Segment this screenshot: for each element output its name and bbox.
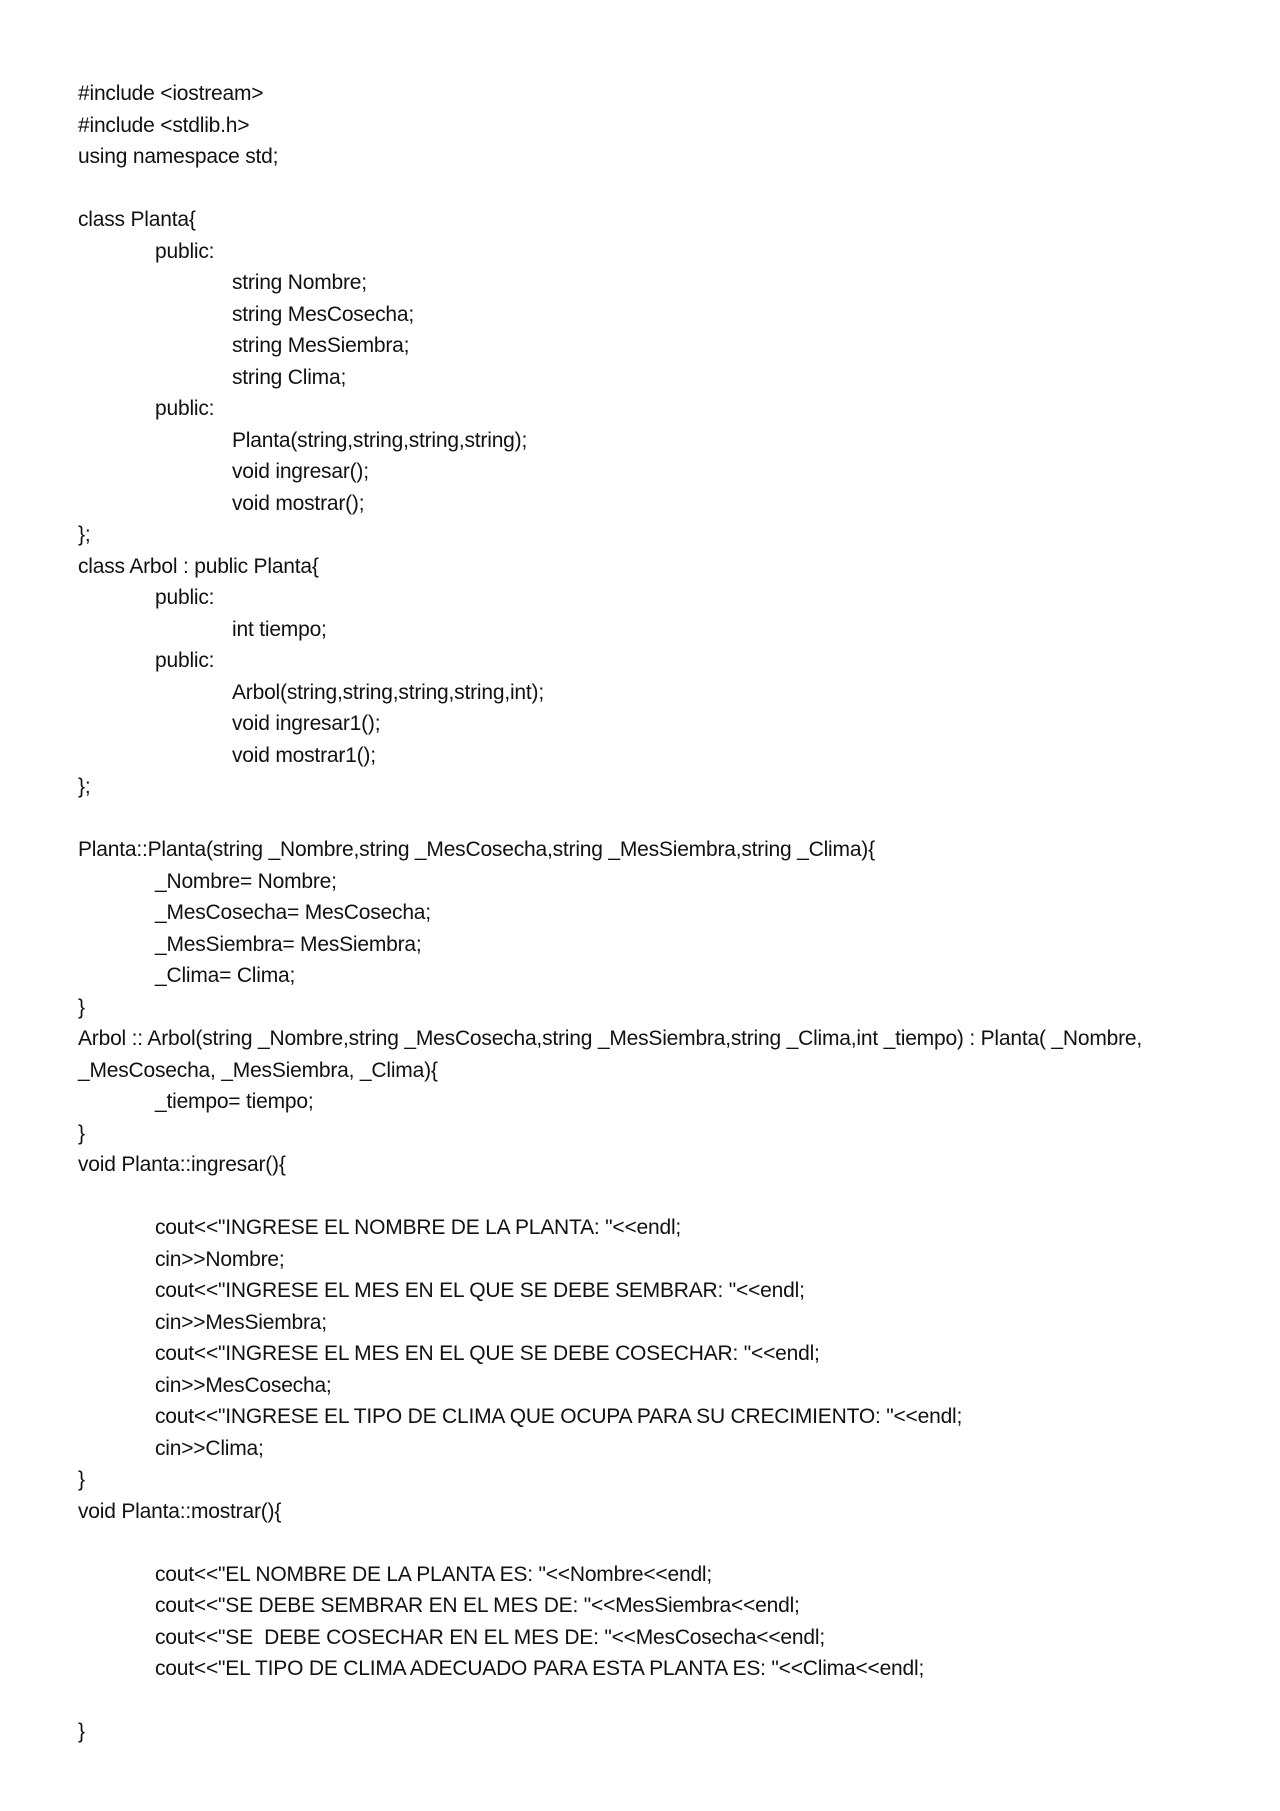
code-line: _MesCosecha= MesCosecha; [155, 901, 431, 924]
code-listing [78, 78, 1240, 1748]
code-line: cout<<"SE DEBE SEMBRAR EN EL MES DE: "<<MesSiembra<<endl; [155, 1594, 800, 1617]
code-line: class Planta{ [78, 208, 196, 231]
code-line: cin>>MesSiembra; [155, 1310, 327, 1334]
code-line: Arbol :: Arbol(string _Nombre,string _MesCosecha,string _MesSiembra,string _Clima,int _tiempo) : Planta( _Nombre, [78, 1027, 1142, 1050]
code-line: void Planta::ingresar(){ [78, 1153, 286, 1176]
code-line: #include <stdlib.h> [78, 113, 250, 137]
code-line: _MesCosecha, _MesSiembra, _Clima){ [78, 1058, 438, 1082]
code-line: } [78, 1720, 85, 1743]
code-line: void ingresar(); [232, 460, 369, 483]
code-line: _MesSiembra= MesSiembra; [155, 932, 422, 956]
code-line: cin>>Nombre; [155, 1247, 285, 1271]
blank-line [78, 803, 1240, 835]
code-line: } [78, 1468, 85, 1491]
blank-line [78, 1685, 1240, 1717]
code-line: public: [155, 397, 215, 420]
code-line: cout<<"INGRESE EL TIPO DE CLIMA QUE OCUPA PARA SU CRECIMIENTO: "<<endl; [155, 1405, 963, 1428]
code-line: cin>>MesCosecha; [155, 1373, 332, 1397]
code-line: void Planta::mostrar(){ [78, 1499, 282, 1523]
code-line: void ingresar1(); [232, 712, 381, 735]
code-line: cout<<"INGRESE EL MES EN EL QUE SE DEBE COSECHAR: "<<endl; [155, 1342, 820, 1365]
code-line: cout<<"SE DEBE COSECHAR EN EL MES DE: "<<MesCosecha<<endl; [155, 1625, 825, 1649]
code-line: } [78, 995, 85, 1019]
code-line: cin>>Clima; [155, 1436, 264, 1460]
code-line: void mostrar(); [232, 491, 365, 515]
code-line: }; [78, 775, 91, 798]
code-line: Planta::Planta(string _Nombre,string _MesCosecha,string _MesSiembra,string _Clima){ [78, 838, 875, 861]
code-line: string MesSiembra; [232, 334, 410, 357]
code-line: cout<<"INGRESE EL MES EN EL QUE SE DEBE SEMBRAR: "<<endl; [155, 1279, 805, 1302]
code-line: public: [155, 239, 215, 263]
code-line: _tiempo= tiempo; [155, 1090, 314, 1113]
blank-line [78, 1181, 1240, 1213]
code-line: Arbol(string,string,string,string,int); [232, 680, 544, 704]
code-line: cout<<"EL NOMBRE DE LA PLANTA ES: "<<Nombre<<endl; [155, 1562, 713, 1586]
code-line: _Clima= Clima; [155, 964, 296, 987]
code-line: using namespace std; [78, 145, 279, 168]
code-line: string MesCosecha; [232, 302, 414, 326]
code-line: void mostrar1(); [232, 743, 376, 767]
code-line: _Nombre= Nombre; [155, 869, 337, 893]
code-line: int tiempo; [232, 617, 327, 641]
code-line: #include <iostream> [78, 82, 264, 105]
code-line: } [78, 1121, 85, 1145]
code-line: cout<<"EL TIPO DE CLIMA ADECUADO PARA ESTA PLANTA ES: "<<Clima<<endl; [155, 1657, 925, 1680]
code-line: public: [155, 649, 215, 672]
code-line: class Arbol : public Planta{ [78, 554, 319, 578]
code-line: public: [155, 586, 215, 609]
code-line: cout<<"INGRESE EL NOMBRE DE LA PLANTA: "<<endl; [155, 1216, 682, 1239]
blank-line [78, 1527, 1240, 1559]
code-line: Planta(string,string,string,string); [232, 428, 528, 452]
code-line: string Clima; [232, 365, 347, 389]
code-line: }; [78, 523, 91, 546]
code-line: string Nombre; [232, 271, 367, 294]
blank-line [78, 173, 1240, 205]
